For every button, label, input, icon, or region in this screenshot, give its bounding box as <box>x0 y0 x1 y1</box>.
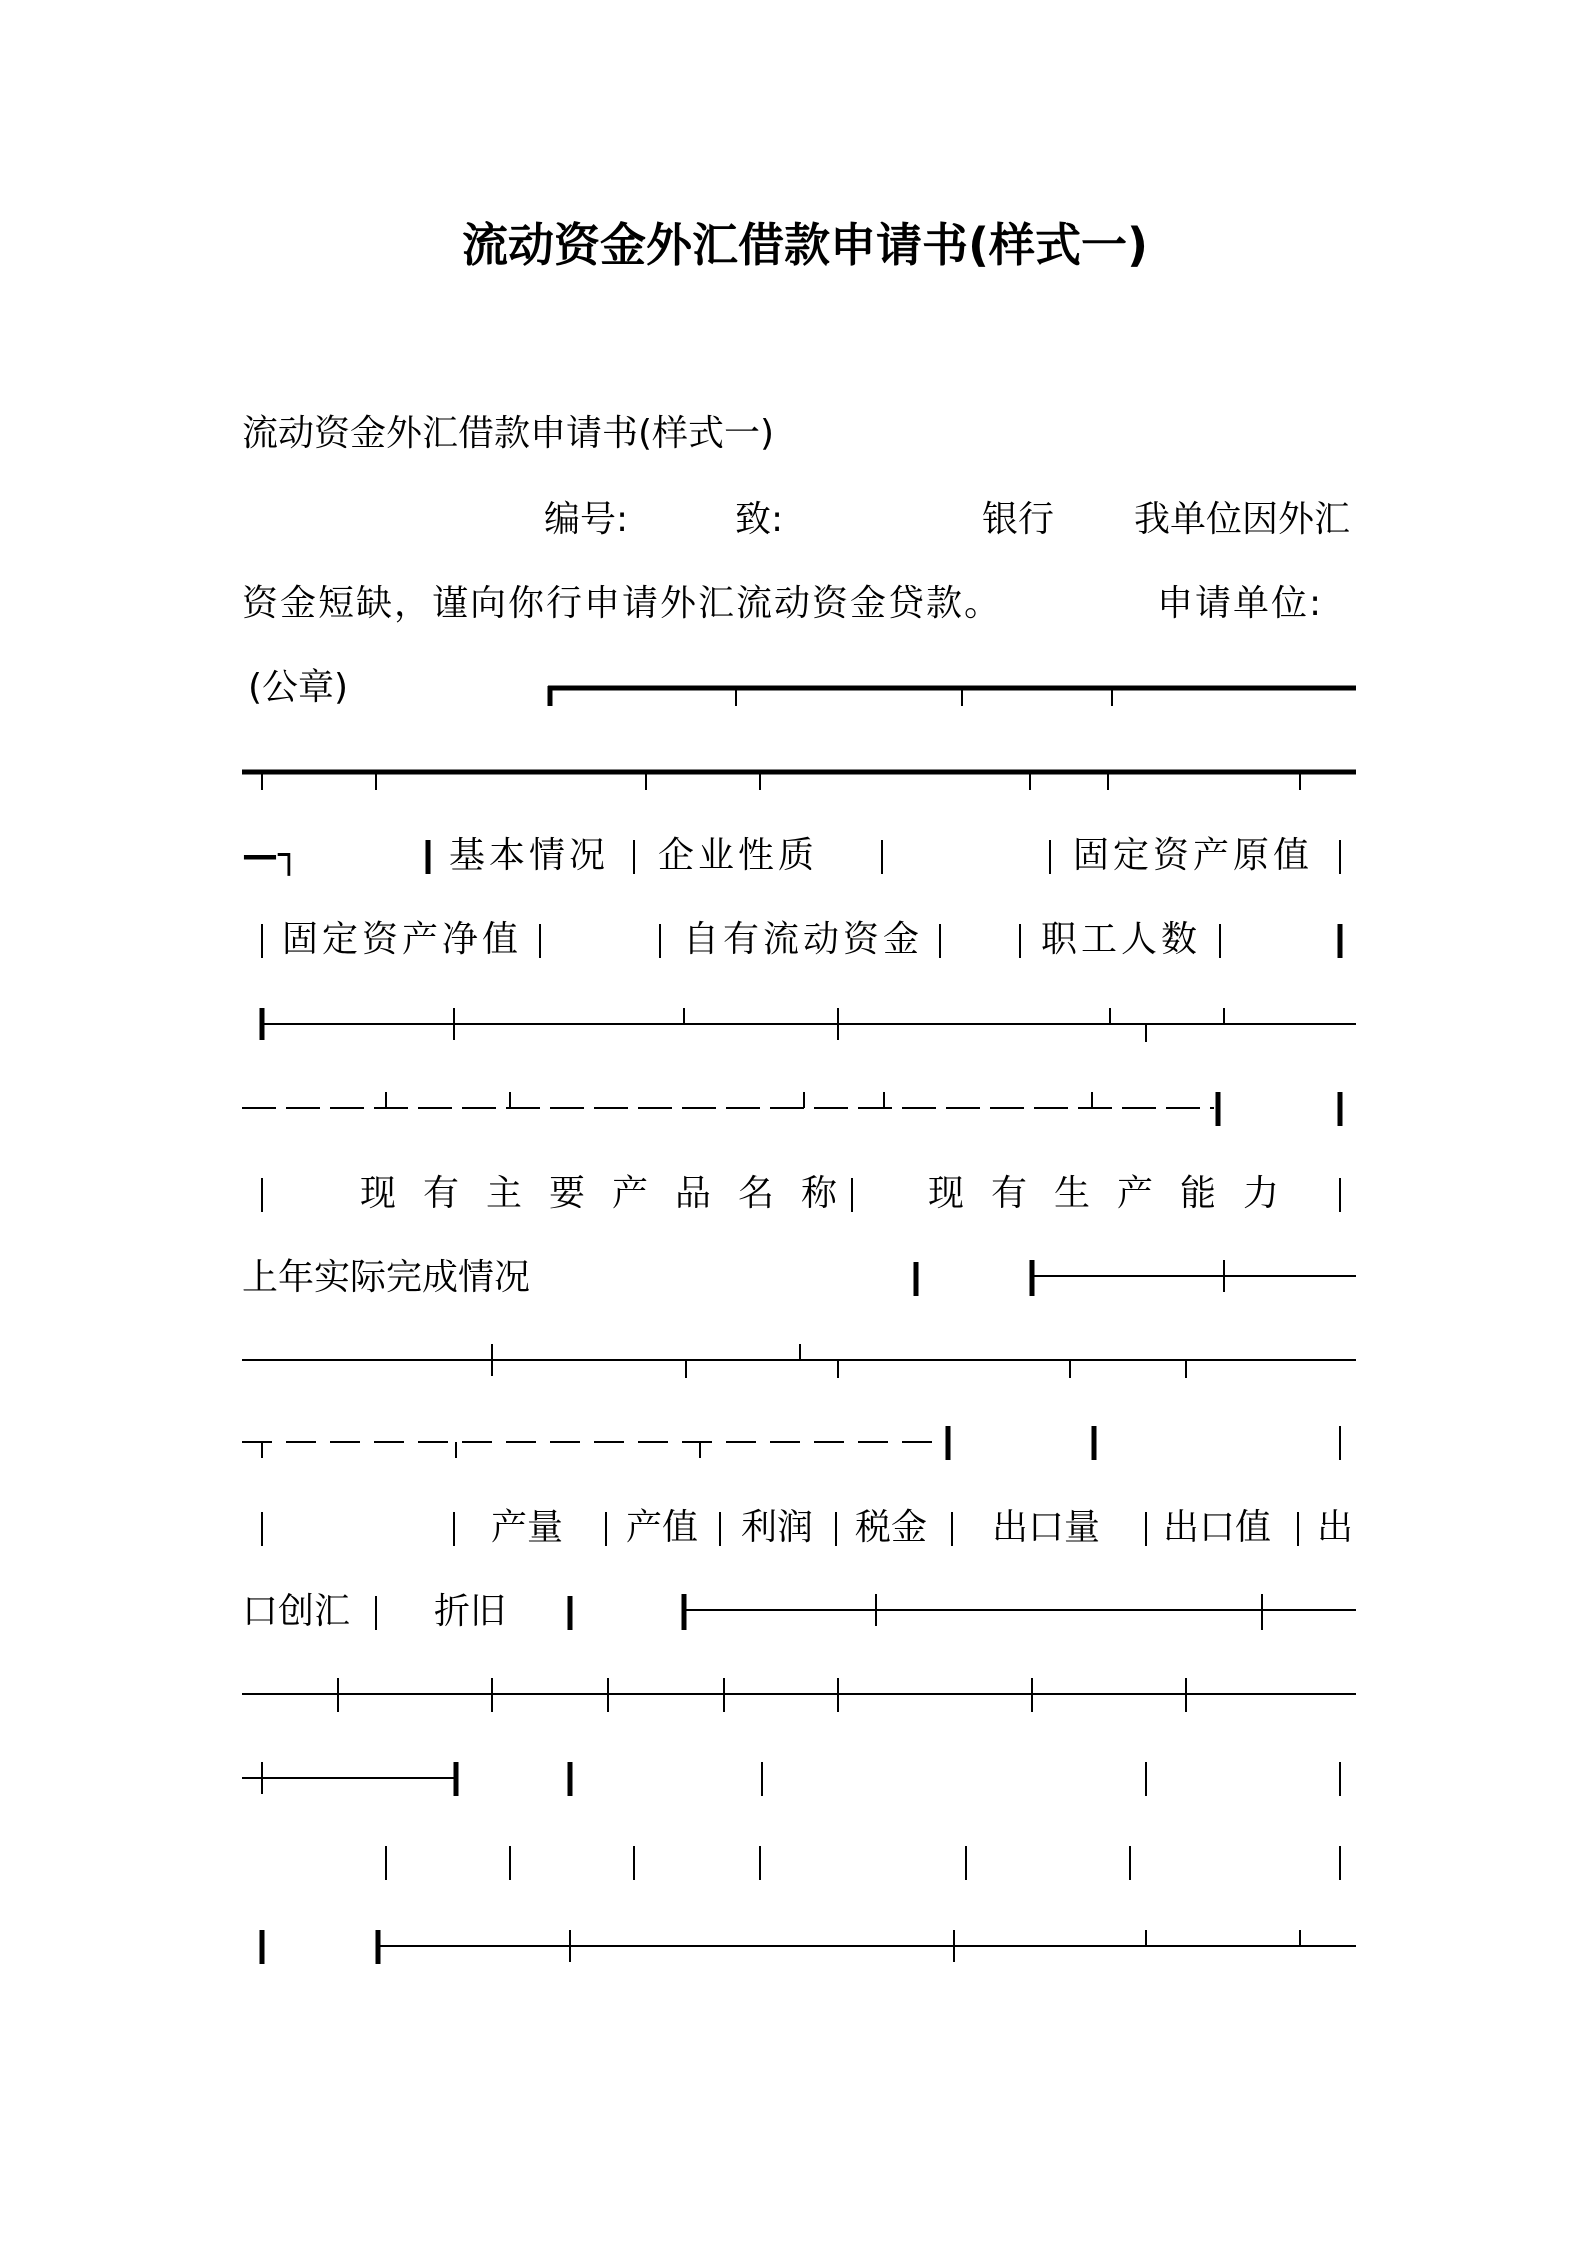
dash-glyph: —┐ <box>242 835 300 876</box>
basic-info-label: 基本情况 <box>449 835 610 876</box>
export-fx-label-part1: 出 <box>1317 1507 1354 1548</box>
export-volume-label: 出口量 <box>992 1507 1101 1548</box>
document-title: 流动资金外汇借款申请书(样式一) <box>462 218 1149 272</box>
profit-label: 利润 <box>741 1507 814 1548</box>
number-label: 编号: <box>544 499 629 540</box>
enterprise-nature-label: 企业性质 <box>658 835 819 876</box>
fixed-assets-original-label: 固定资产原值 <box>1073 835 1314 876</box>
depreciation-label: 折旧 <box>434 1591 507 1632</box>
document-subtitle: 流动资金外汇借款申请书(样式一) <box>242 413 775 454</box>
export-value-label: 出口值 <box>1163 1507 1272 1548</box>
seal-label: (公章) <box>248 667 349 708</box>
intro-start: 我单位因外汇 <box>1134 499 1351 540</box>
main-products-label: 现有主要产品名称 <box>360 1173 865 1214</box>
staff-count-label: 职工人数 <box>1041 919 1202 960</box>
applicant-label: 申请单位: <box>1157 583 1324 624</box>
bank-label: 银行 <box>982 499 1055 540</box>
fixed-assets-net-label: 固定资产净值 <box>282 919 523 960</box>
own-working-capital-label: 自有流动资金 <box>683 919 924 960</box>
export-fx-label-part2: 口创汇 <box>242 1591 351 1632</box>
tax-label: 税金 <box>855 1507 928 1548</box>
capacity-label: 现有生产能力 <box>928 1173 1307 1214</box>
output-label: 产量 <box>491 1507 564 1548</box>
intro-line2: 资金短缺，谨向你行申请外汇流动资金贷款。 <box>242 583 1003 624</box>
output-value-label: 产值 <box>626 1507 699 1548</box>
last-year-label: 上年实际完成情况 <box>242 1257 531 1298</box>
to-label: 致: <box>735 499 784 540</box>
